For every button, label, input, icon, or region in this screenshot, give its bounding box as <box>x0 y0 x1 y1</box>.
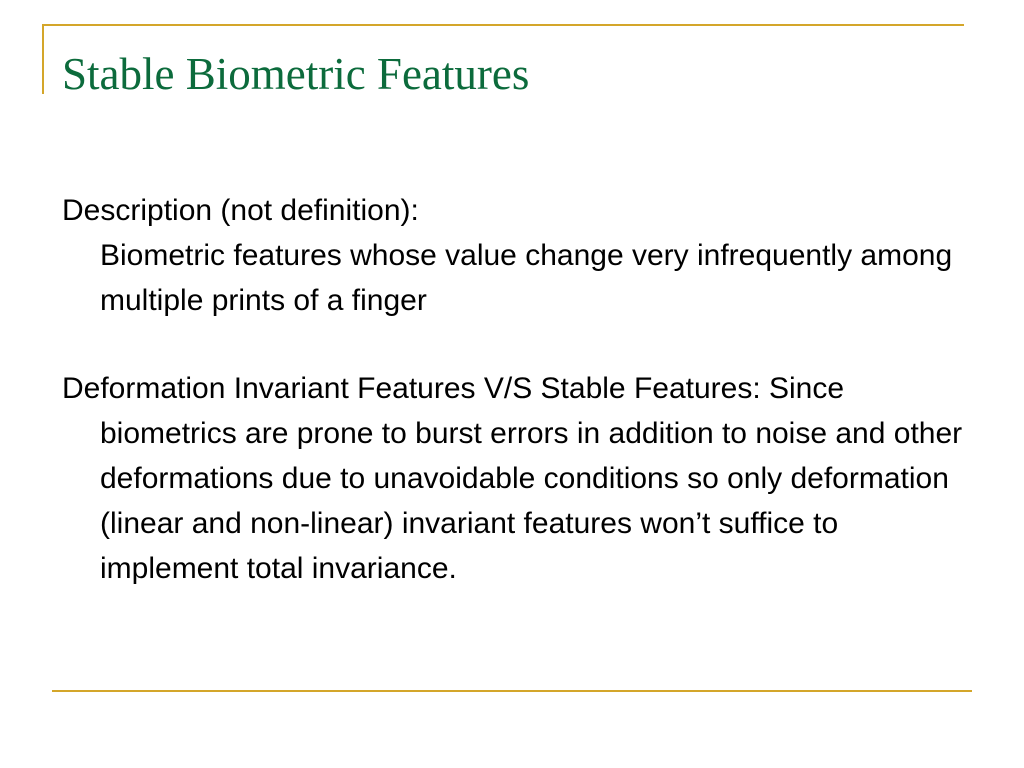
slide-title: Stable Biometric Features <box>62 49 530 99</box>
description-heading: Description (not definition): <box>62 194 419 227</box>
description-text: Biometric features whose value change very infrequently among multiple prints of a finger <box>100 239 953 317</box>
slide-body <box>62 188 972 591</box>
bottom-rule-line <box>52 690 972 692</box>
left-rule-line <box>42 24 44 94</box>
top-rule-line <box>42 24 964 26</box>
paragraph-spacer <box>62 323 972 366</box>
deformation-paragraph: Deformation Invariant Features V/S Stable Features: Since biometrics are prone to burst errors in addition to noise and other deformations due to unavoidable conditions so only deformation (linear and non-linear) invariant features won’t suffice to implement total invariance. <box>62 372 963 585</box>
